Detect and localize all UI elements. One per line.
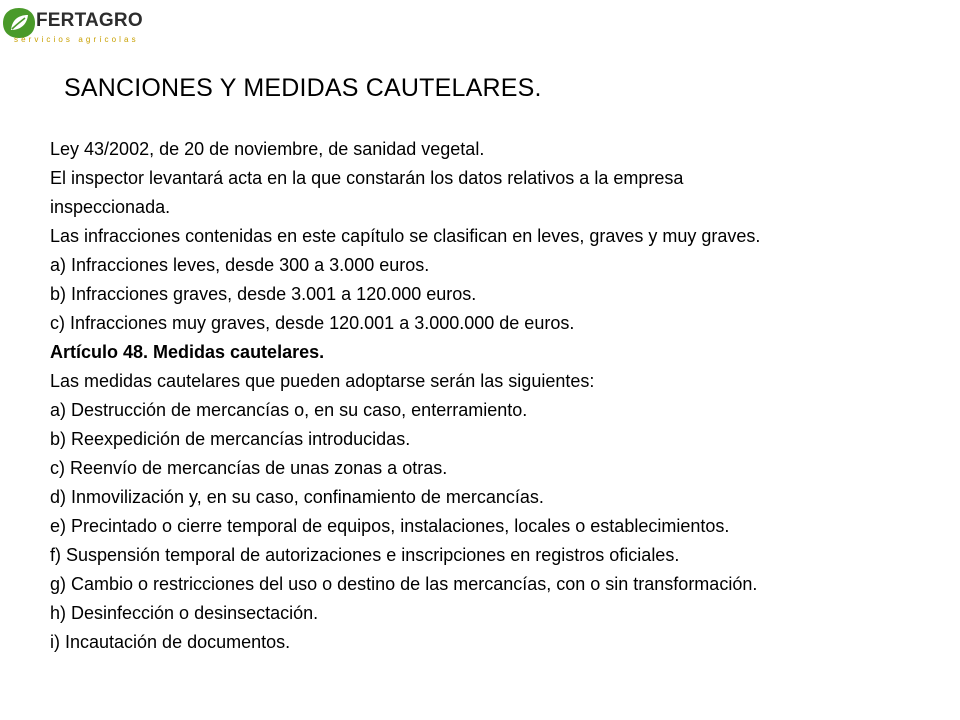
body-line: Las medidas cautelares que pueden adoptarse serán las siguientes: [50, 371, 595, 391]
body-line: b) Infracciones graves, desde 3.001 a 120.000 euros. [50, 284, 477, 304]
body-line: c) Infracciones muy graves, desde 120.001 a 3.000.000 de euros. [50, 313, 575, 333]
body-line: Ley 43/2002, de 20 de noviembre, de sanidad vegetal. [50, 139, 485, 159]
body-line: d) Inmovilización y, en su caso, confinamiento de mercancías. [50, 487, 544, 507]
logo-tagline: servicios agrícolas [14, 35, 139, 44]
body-line: i) Incautación de documentos. [50, 632, 291, 652]
slide-body [50, 135, 940, 657]
slide-title: SANCIONES Y MEDIDAS CAUTELARES. [64, 74, 542, 102]
body-line: b) Reexpedición de mercancías introducidas. [50, 429, 411, 449]
body-line: e) Precintado o cierre temporal de equipos, instalaciones, locales o establecimientos. [50, 516, 730, 536]
section-heading: Artículo 48. Medidas cautelares. [50, 342, 325, 362]
body-line: El inspector levantará acta en la que constarán los datos relativos a la empresa [50, 168, 684, 188]
body-line: inspeccionada. [50, 197, 171, 217]
body-line: g) Cambio o restricciones del uso o destino de las mercancías, con o sin transformación. [50, 574, 758, 594]
body-line: Las infracciones contenidas en este capítulo se clasifican en leves, graves y muy graves. [50, 226, 761, 246]
body-line: a) Destrucción de mercancías o, en su caso, enterramiento. [50, 400, 528, 420]
body-line: h) Desinfección o desinsectación. [50, 603, 319, 623]
body-line: f) Suspensión temporal de autorizaciones e inscripciones en registros oficiales. [50, 545, 680, 565]
fertagro-logo [2, 4, 143, 46]
body-line: a) Infracciones leves, desde 300 a 3.000 euros. [50, 255, 430, 275]
logo-name: FERTAGRO [36, 10, 143, 31]
body-line: c) Reenvío de mercancías de unas zonas a otras. [50, 458, 448, 478]
